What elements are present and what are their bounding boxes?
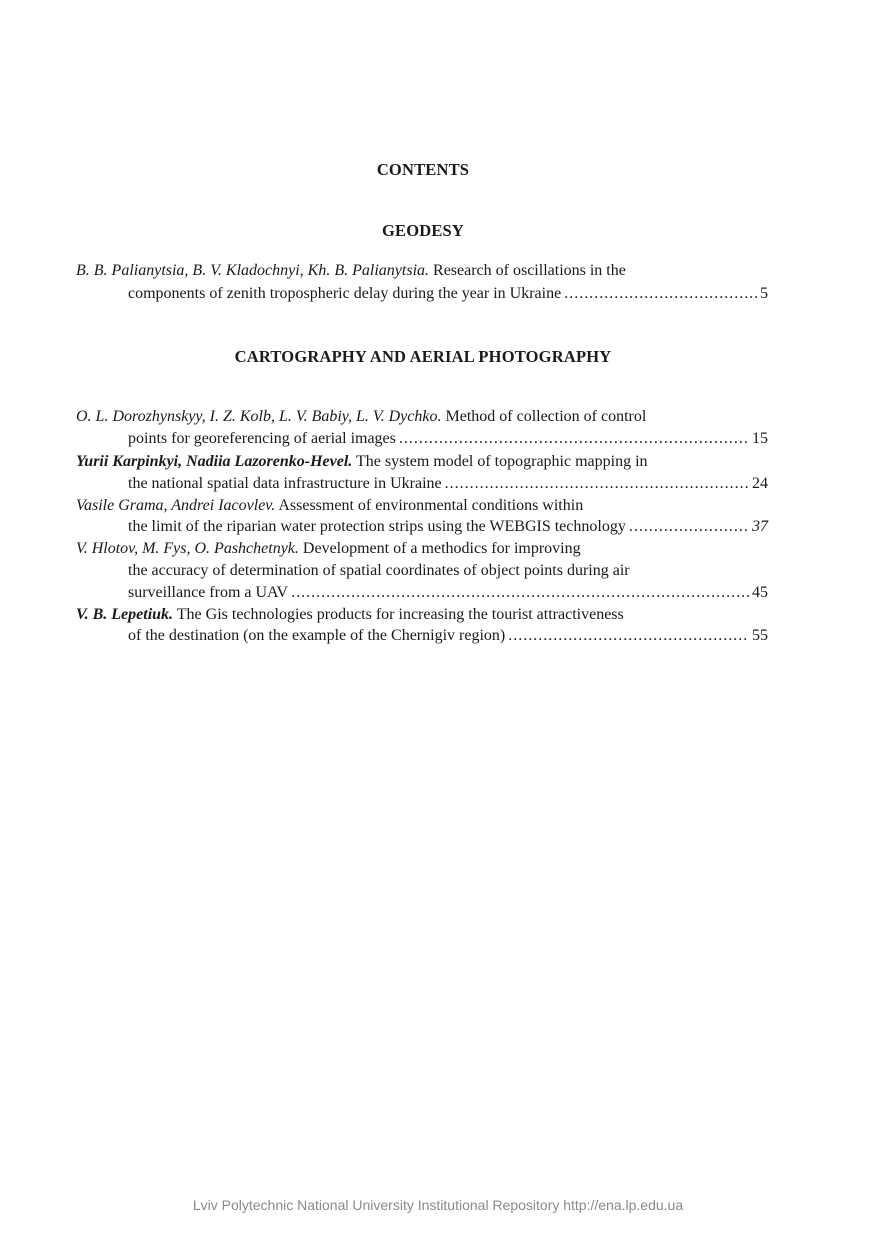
toc-entry-last-line [128, 516, 768, 538]
toc-entry-authors: Vasile Grama, Andrei Iacovlev. [76, 497, 276, 514]
contents-title: CONTENTS [376, 160, 470, 179]
section-heading-cartography: CARTOGRAPHY AND AERIAL PHOTOGRAPHY [234, 347, 612, 366]
toc-entry-page: 5 [760, 285, 768, 302]
toc-entry-title-end: components of zenith tropospheric delay during the year in Ukraine [128, 285, 562, 302]
toc-entry-last-line [128, 625, 768, 647]
section-heading-geodesy: GEODESY [381, 221, 465, 240]
leader-dots [629, 516, 749, 538]
leader-dots [291, 582, 749, 604]
toc-entry-first-line [76, 451, 648, 473]
toc-entry-page: 55 [752, 627, 768, 644]
toc-entry-last-line [128, 582, 768, 604]
toc-entry-authors: O. L. Dorozhynskyy, I. Z. Kolb, L. V. Babiy, L. V. Dychko. [76, 408, 442, 425]
toc-entry-first-line [76, 495, 583, 517]
toc-entry-last-line [128, 428, 768, 450]
toc-entry-middle-line: the accuracy of determination of spatial coordinates of object points during air [128, 562, 630, 579]
toc-entry-title-end: the limit of the riparian water protection strips using the WEBGIS technology [128, 518, 626, 535]
toc-entry-page: 15 [752, 430, 768, 447]
toc-entry-title-end: points for georeferencing of aerial images [128, 430, 396, 447]
toc-entry-title-start: Assessment of environmental conditions within [278, 497, 584, 514]
toc-entry-authors: B. B. Palianytsia, B. V. Kladochnyi, Kh. B. Palianytsia. [76, 262, 430, 279]
toc-entry-first-line [76, 604, 624, 626]
leader-dots [564, 283, 757, 305]
toc-entry-first-line [76, 538, 581, 560]
toc-entry-authors: Yurii Karpinkyi, Nadiia Lazorenko-Hevel. [76, 453, 353, 470]
toc-entry-title-start: The Gis technologies products for increasing the tourist attractiveness [176, 606, 624, 623]
toc-entry-title-end: the national spatial data infrastructure in Ukraine [128, 475, 442, 492]
toc-entry-title-start: The system model of topographic mapping in [356, 453, 648, 470]
toc-entry-authors: V. B. Lepetiuk. [76, 606, 174, 623]
toc-entry-page: 24 [752, 475, 768, 492]
toc-entry-title-start: Development of a methodics for improving [302, 540, 581, 557]
toc-entry-authors: V. Hlotov, M. Fys, O. Pashchetnyk. [76, 540, 299, 557]
toc-entry-page: 45 [752, 584, 768, 601]
toc-entry-last-line [128, 283, 768, 305]
toc-entry-title-end: surveillance from a UAV [128, 584, 289, 601]
toc-entry-page: 37 [752, 518, 768, 535]
repository-footer: Lviv Polytechnic National University Institutional Repository http://ena.lp.edu.ua [192, 1197, 684, 1213]
toc-entry-first-line [76, 406, 646, 428]
toc-entry-title-start: Research of oscillations in the [433, 262, 626, 279]
leader-dots [445, 473, 749, 495]
leader-dots [508, 625, 749, 647]
toc-entry-title-end: of the destination (on the example of the Chernigiv region) [128, 627, 506, 644]
leader-dots [399, 428, 749, 450]
toc-entry-first-line [76, 260, 626, 282]
toc-entry-title-start: Method of collection of control [445, 408, 647, 425]
toc-entry-last-line [128, 473, 768, 495]
